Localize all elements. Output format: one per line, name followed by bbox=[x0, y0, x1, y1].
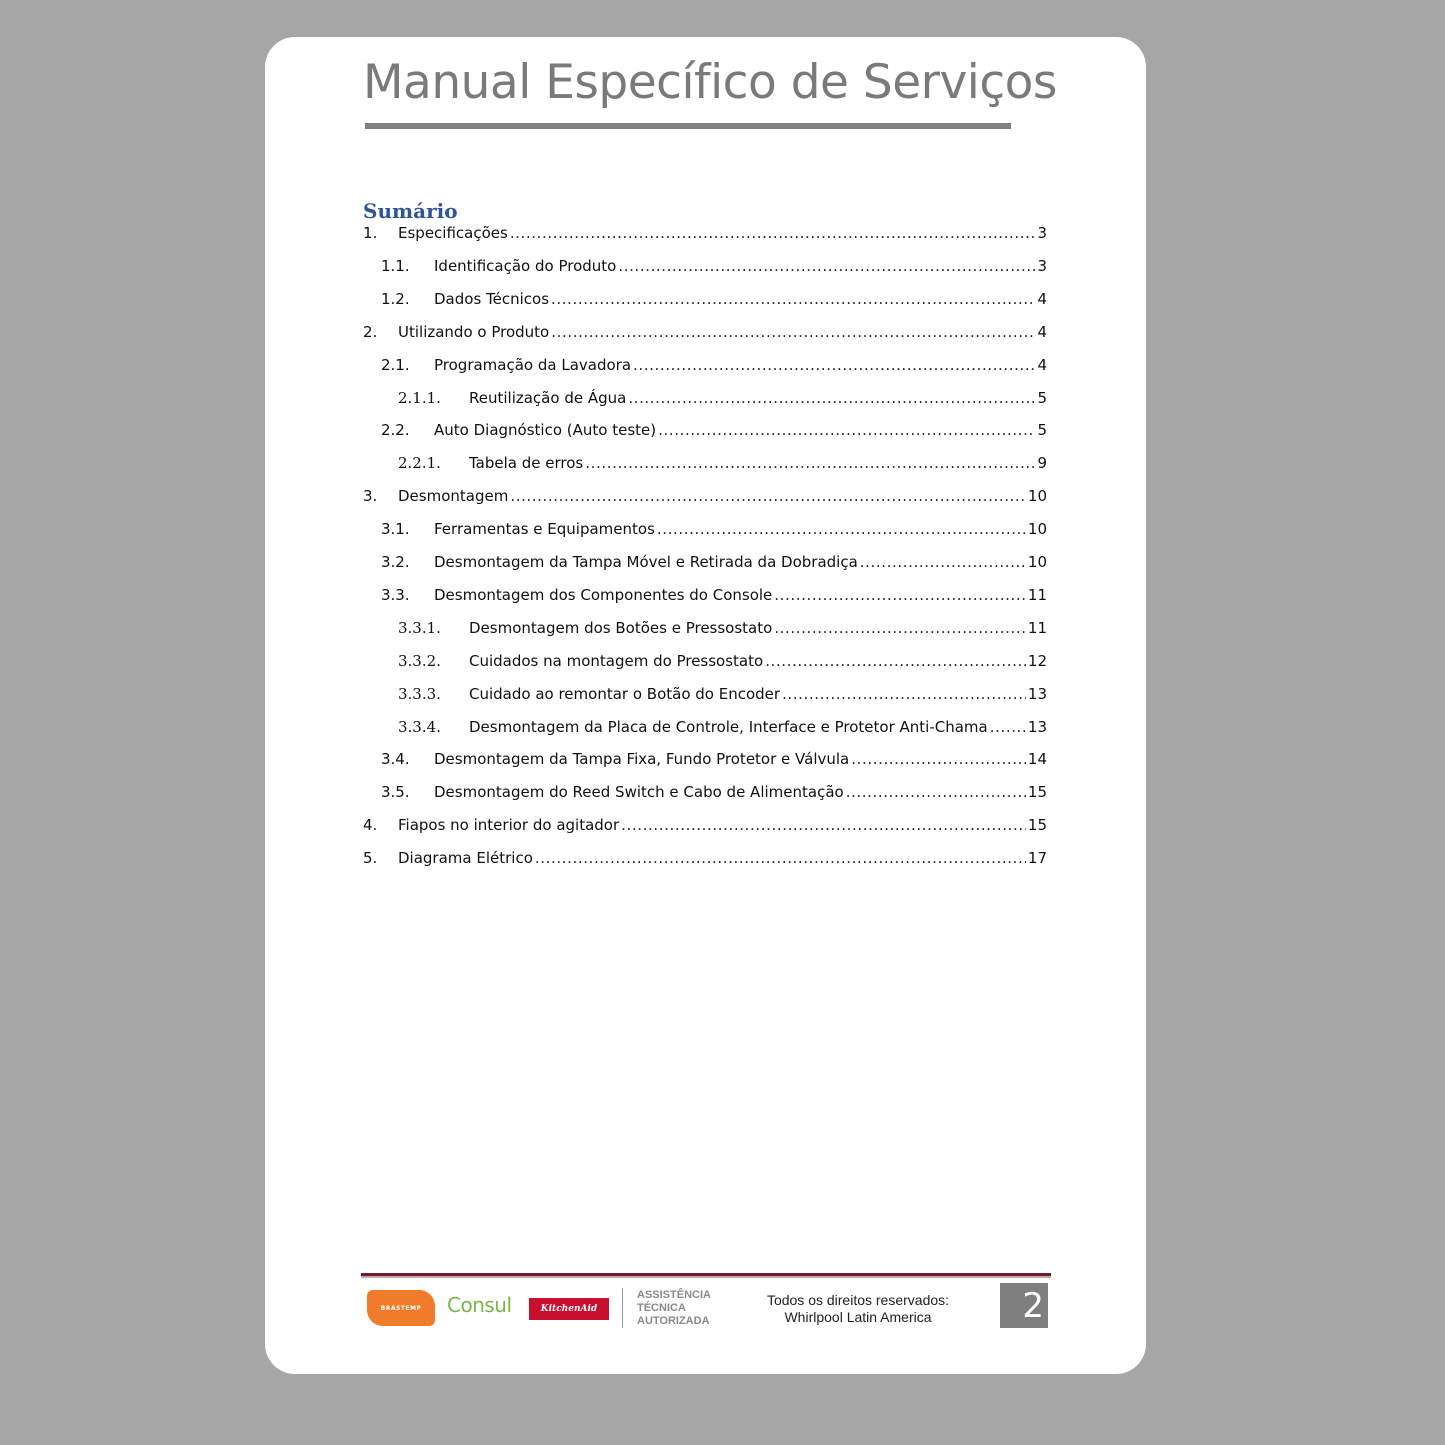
toc-entry-title: Cuidados na montagem do Pressostato bbox=[469, 651, 764, 670]
toc-entry-title: Desmontagem da Placa de Controle, Interface e Protetor Anti-Chama bbox=[469, 717, 988, 736]
toc-entry-number: 2.1. bbox=[381, 355, 410, 374]
authorized-assistance-label bbox=[637, 1289, 711, 1328]
toc-entry-page: 10 bbox=[1027, 487, 1047, 506]
toc-entry-number: 1.1. bbox=[381, 256, 410, 275]
toc-entry-page: 10 bbox=[1027, 520, 1047, 539]
toc-dot-leader bbox=[774, 586, 1026, 604]
toc-entry-number: 2.2. bbox=[381, 421, 410, 440]
toc-entry[interactable] bbox=[363, 849, 1047, 871]
toc-entry-page: 15 bbox=[1027, 816, 1047, 835]
toc-entry[interactable] bbox=[363, 553, 1047, 575]
toc-heading: Sumário bbox=[363, 199, 458, 223]
toc-entry-number: 2. bbox=[363, 322, 378, 341]
toc-dot-leader bbox=[658, 421, 1035, 439]
toc-entry-number: 3.3. bbox=[381, 585, 410, 604]
toc-entry-title: Cuidado ao remontar o Botão do Encoder bbox=[469, 684, 781, 703]
toc-entry[interactable] bbox=[363, 685, 1047, 707]
rights-notice bbox=[743, 1292, 973, 1326]
toc-entry-page: 11 bbox=[1027, 618, 1047, 637]
toc-entry-title: Dados Técnicos bbox=[434, 289, 550, 308]
toc-entry-page: 14 bbox=[1027, 750, 1047, 769]
toc-entry[interactable] bbox=[363, 619, 1047, 641]
toc-entry-page: 10 bbox=[1027, 553, 1047, 571]
toc-entry-number: 2.1.1. bbox=[398, 388, 441, 407]
toc-entry-page: 9 bbox=[1037, 454, 1047, 473]
toc-dot-leader bbox=[551, 290, 1035, 308]
assist-line: ASSISTÊNCIA bbox=[637, 1289, 711, 1301]
toc-entry-title: Desmontagem da Tampa Fixa, Fundo Protetor e Válvula bbox=[434, 750, 850, 769]
toc-entry-page: 17 bbox=[1027, 849, 1047, 868]
toc-entry[interactable] bbox=[363, 224, 1047, 246]
toc-dot-leader bbox=[585, 454, 1035, 472]
toc-entry[interactable] bbox=[363, 750, 1047, 772]
toc-entry-title: Desmontagem bbox=[398, 487, 509, 506]
toc-entry[interactable] bbox=[363, 454, 1047, 476]
toc-entry-title: Tabela de erros bbox=[469, 454, 584, 473]
toc-entry-title: Desmontagem dos Componentes do Console bbox=[434, 585, 773, 604]
toc-entry-number: 3.4. bbox=[381, 750, 410, 769]
toc-entry-page: 11 bbox=[1027, 585, 1047, 604]
toc-entry-title: Especificações bbox=[398, 224, 508, 242]
assist-line: TÉCNICA bbox=[637, 1302, 686, 1314]
page-number: 2 bbox=[1000, 1283, 1048, 1328]
toc-entry[interactable] bbox=[363, 520, 1047, 542]
toc-dot-leader bbox=[990, 718, 1026, 736]
toc-entry[interactable] bbox=[363, 323, 1047, 345]
toc-dot-leader bbox=[621, 816, 1026, 834]
consul-logo: Consul bbox=[447, 1293, 512, 1317]
rights-line-1: Todos os direitos reservados: bbox=[766, 1292, 950, 1308]
toc-entry[interactable] bbox=[363, 290, 1047, 312]
toc-dot-leader bbox=[618, 257, 1035, 275]
toc-entry-title: Desmontagem do Reed Switch e Cabo de Alimentação bbox=[434, 783, 844, 802]
toc-entry-page: 4 bbox=[1037, 322, 1047, 341]
toc-entry-page: 5 bbox=[1037, 421, 1047, 440]
toc-entry-page: 13 bbox=[1027, 717, 1047, 736]
toc-entry-title: Identificação do Produto bbox=[434, 256, 617, 275]
toc-dot-leader bbox=[657, 520, 1026, 538]
toc-entry[interactable] bbox=[363, 718, 1047, 740]
toc-entry-page: 15 bbox=[1027, 783, 1047, 802]
toc-entry-number: 3.3.1. bbox=[398, 618, 441, 637]
toc-entry-page: 4 bbox=[1037, 355, 1047, 374]
toc-entry[interactable] bbox=[363, 421, 1047, 443]
toc-entry-number: 3.3.2. bbox=[398, 651, 441, 670]
toc-entry-page: 5 bbox=[1037, 388, 1047, 407]
toc-entry-number: 2.2.1. bbox=[398, 454, 441, 473]
title-underline bbox=[365, 123, 1011, 129]
toc-entry-page: 3 bbox=[1037, 256, 1047, 275]
toc-dot-leader bbox=[860, 553, 1026, 571]
toc-entry-number: 1. bbox=[363, 224, 378, 242]
toc-entry-number: 3.5. bbox=[381, 783, 410, 802]
toc-entry-title: Fiapos no interior do agitador bbox=[398, 816, 620, 835]
footer-rule bbox=[361, 1273, 1051, 1278]
toc-dot-leader bbox=[765, 652, 1026, 670]
toc-entry-number: 3.2. bbox=[381, 553, 410, 571]
toc-dot-leader bbox=[510, 224, 1036, 242]
toc-entry-title: Programação da Lavadora bbox=[434, 355, 632, 374]
toc-dot-leader bbox=[628, 389, 1035, 407]
brastemp-logo bbox=[367, 1290, 435, 1326]
toc-entry-title: Desmontagem dos Botões e Pressostato bbox=[469, 618, 773, 637]
assist-line: AUTORIZADA bbox=[637, 1315, 710, 1327]
footer-divider bbox=[622, 1288, 623, 1328]
kitchenaid-logo-text: KitchenAid bbox=[540, 1304, 598, 1314]
toc-dot-leader bbox=[551, 323, 1035, 341]
toc-entry-number: 3.3.4. bbox=[398, 717, 441, 736]
document-title: Manual Específico de Serviços bbox=[363, 55, 1057, 110]
toc-entry[interactable] bbox=[363, 783, 1047, 805]
toc-entry[interactable] bbox=[363, 586, 1047, 608]
toc-entry-title: Desmontagem da Tampa Móvel e Retirada da Dobradiça bbox=[434, 553, 858, 571]
toc-entry[interactable] bbox=[363, 356, 1047, 378]
brastemp-logo-text: BRASTEMP bbox=[380, 1304, 422, 1312]
toc-entry-number: 3.1. bbox=[381, 520, 410, 539]
toc-entry-number: 5. bbox=[363, 849, 378, 868]
toc-entry-number: 1.2. bbox=[381, 289, 410, 308]
toc-dot-leader bbox=[851, 750, 1026, 768]
toc-entry-number: 4. bbox=[363, 816, 378, 835]
toc-entry-title: Ferramentas e Equipamentos bbox=[434, 520, 655, 539]
toc-entry-title: Diagrama Elétrico bbox=[398, 849, 533, 868]
toc-dot-leader bbox=[535, 849, 1026, 867]
toc-entry[interactable] bbox=[363, 257, 1047, 279]
toc-entry[interactable] bbox=[363, 487, 1047, 509]
toc-entry-page: 12 bbox=[1027, 651, 1047, 670]
toc-entry-page: 4 bbox=[1037, 289, 1047, 308]
toc-entry-number: 3.3.3. bbox=[398, 684, 441, 703]
rights-line-2: Whirlpool Latin America bbox=[784, 1309, 932, 1325]
toc-entry-page: 13 bbox=[1027, 684, 1047, 703]
toc-entry[interactable] bbox=[363, 389, 1047, 411]
toc-dot-leader bbox=[633, 356, 1035, 374]
toc-entry[interactable] bbox=[363, 652, 1047, 674]
toc-dot-leader bbox=[774, 619, 1026, 637]
kitchenaid-logo bbox=[529, 1298, 609, 1320]
toc-entry[interactable] bbox=[363, 816, 1047, 838]
toc-dot-leader bbox=[510, 487, 1026, 505]
toc-entry-title: Auto Diagnóstico (Auto teste) bbox=[434, 421, 657, 440]
toc-entry-number: 3. bbox=[363, 487, 378, 506]
toc-entry-page: 3 bbox=[1037, 224, 1047, 242]
document-page bbox=[265, 37, 1146, 1374]
toc-dot-leader bbox=[782, 685, 1026, 703]
toc-dot-leader bbox=[846, 783, 1026, 801]
toc-entry-title: Utilizando o Produto bbox=[398, 322, 550, 341]
toc-entry-title: Reutilização de Água bbox=[469, 388, 627, 407]
